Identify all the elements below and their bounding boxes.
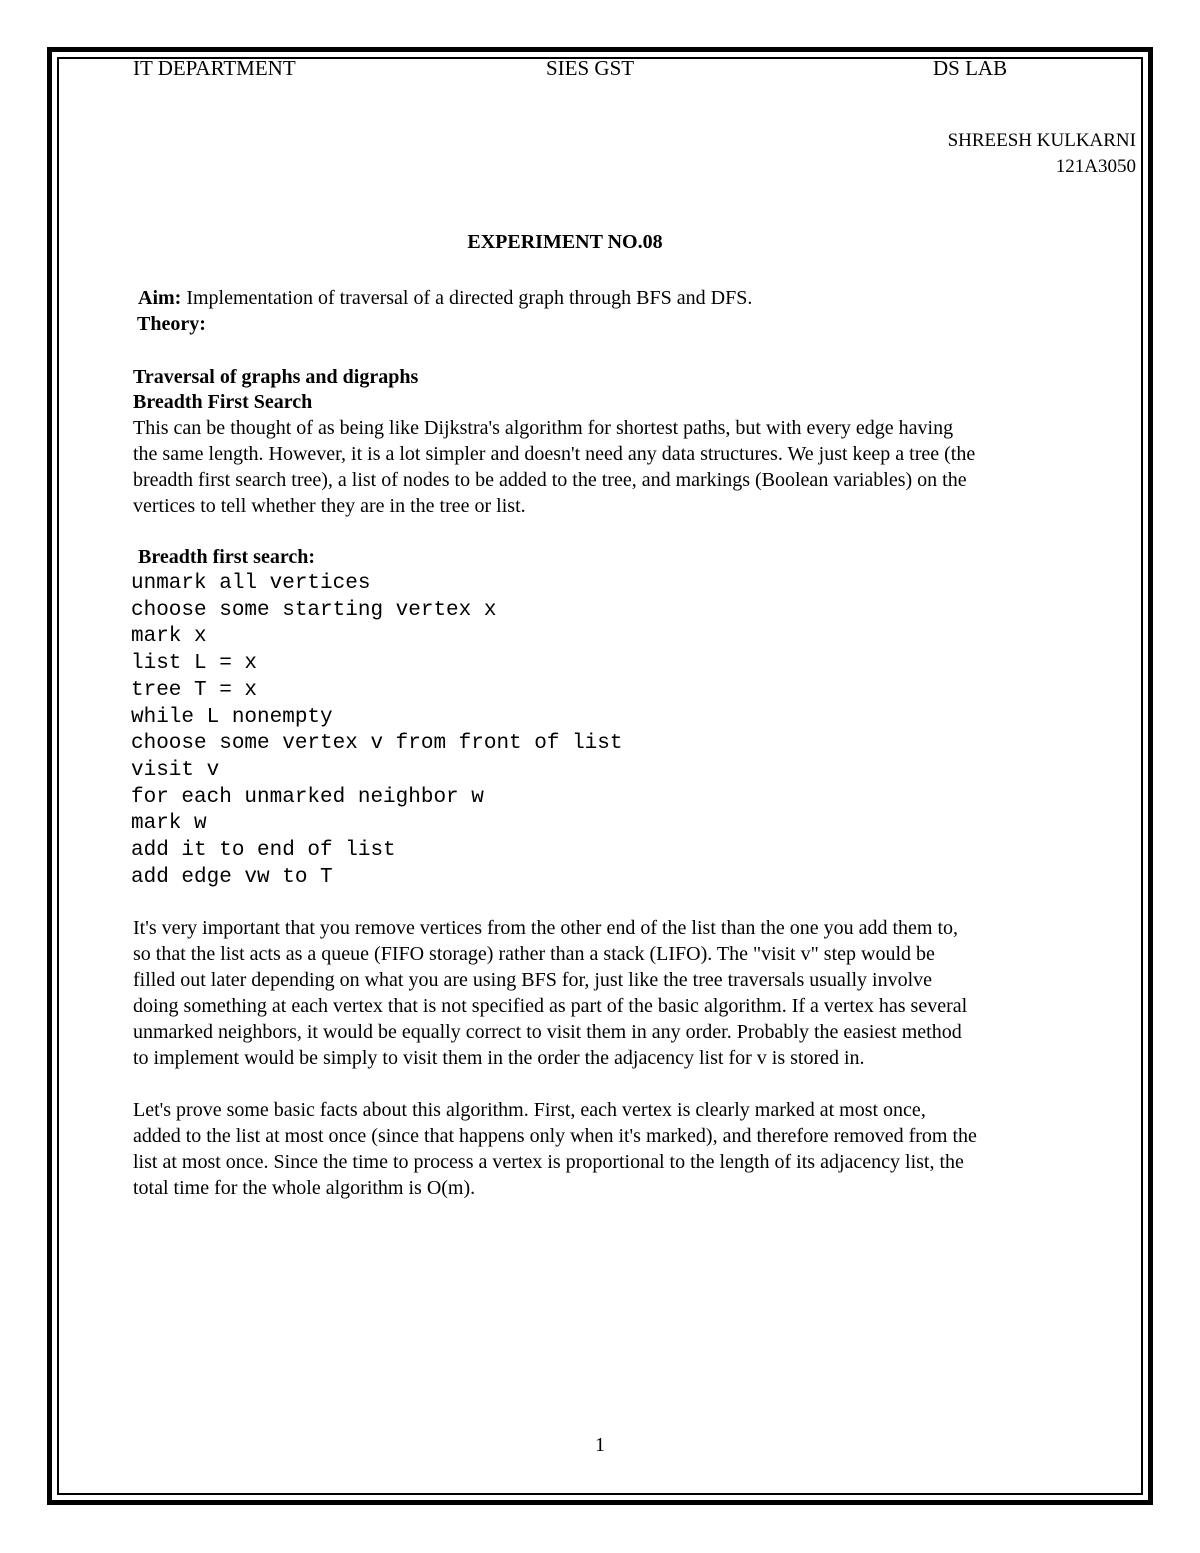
- experiment-title: EXPERIMENT NO.08: [467, 231, 663, 253]
- queue-explanation-paragraph: [133, 915, 1123, 1071]
- paragraph-line: Let's prove some basic facts about this algorithm. First, each vertex is clearly marked at most once,: [133, 1099, 926, 1121]
- code-line: add it to end of list: [131, 839, 396, 863]
- header-lab: DS LAB: [933, 56, 1008, 80]
- paragraph-line: total time for the whole algorithm is O(m).: [133, 1177, 476, 1199]
- bfs-heading: Breadth First Search: [133, 391, 313, 413]
- paragraph-line: It's very important that you remove vertices from the other end of the list than the one you add them to,: [133, 917, 959, 939]
- paragraph-line: unmarked neighbors, it would be equally correct to visit them in any order. Probably the easiest method: [133, 1021, 962, 1043]
- paragraph-line: so that the list acts as a queue (FIFO storage) rather than a stack (LIFO). The "visit v" step would be: [133, 943, 935, 965]
- paragraph-line: doing something at each vertex that is not specified as part of the basic algorithm. If a vertex has several: [133, 995, 968, 1017]
- complexity-paragraph: [133, 1097, 1123, 1201]
- aim-label: Aim:: [138, 287, 182, 309]
- code-line: unmark all vertices: [131, 572, 371, 595]
- theory-label: Theory:: [137, 313, 206, 335]
- paragraph-line: added to the list at most once (since that happens only when it's marked), and therefore removed from the: [133, 1125, 977, 1147]
- code-line: visit v: [131, 758, 220, 782]
- code-line: while L nonempty: [131, 705, 333, 729]
- intro-line: This can be thought of as being like Dijkstra's algorithm for shortest paths, but with every edge having: [133, 417, 954, 439]
- student-name: SHREESH KULKARNI: [947, 130, 1136, 151]
- intro-line: vertices to tell whether they are in the tree or list.: [133, 495, 526, 517]
- code-line: mark x: [131, 625, 207, 649]
- pseudocode-block: [131, 571, 622, 891]
- code-line: add edge vw to T: [131, 865, 333, 889]
- intro-line: the same length. However, it is a lot simpler and doesn't need any data structures. We just keep a tree (the: [133, 443, 976, 465]
- paragraph-line: filled out later depending on what you are using BFS for, just like the tree traversals usually involve: [133, 969, 933, 991]
- code-line: list L = x: [131, 652, 258, 676]
- page-number: 1: [595, 1434, 605, 1456]
- code-line: choose some starting vertex x: [131, 598, 497, 622]
- paragraph-line: list at most once. Since the time to process a vertex is proportional to the length of its adjacency list, the: [133, 1151, 964, 1173]
- aim-text: Implementation of traversal of a directed graph through BFS and DFS.: [181, 287, 753, 309]
- code-line: for each unmarked neighbor w: [131, 785, 484, 809]
- code-line: mark w: [131, 812, 207, 836]
- section-heading: Traversal of graphs and digraphs: [133, 366, 419, 388]
- student-roll: 121A3050: [1055, 156, 1136, 177]
- code-line: tree T = x: [131, 678, 258, 702]
- algorithm-heading: Breadth first search:: [138, 546, 316, 568]
- aim-line: [138, 286, 752, 311]
- intro-line: breadth first search tree), a list of nodes to be added to the tree, and markings (Boolean variables) on the: [133, 469, 967, 491]
- intro-paragraph: [133, 415, 1123, 519]
- header-department: IT DEPARTMENT: [133, 56, 296, 80]
- paragraph-line: to implement would be simply to visit them in the order the adjacency list for v is stored in.: [133, 1047, 865, 1069]
- header-institute: SIES GST: [546, 56, 635, 80]
- code-line: choose some vertex v from front of list: [131, 732, 623, 756]
